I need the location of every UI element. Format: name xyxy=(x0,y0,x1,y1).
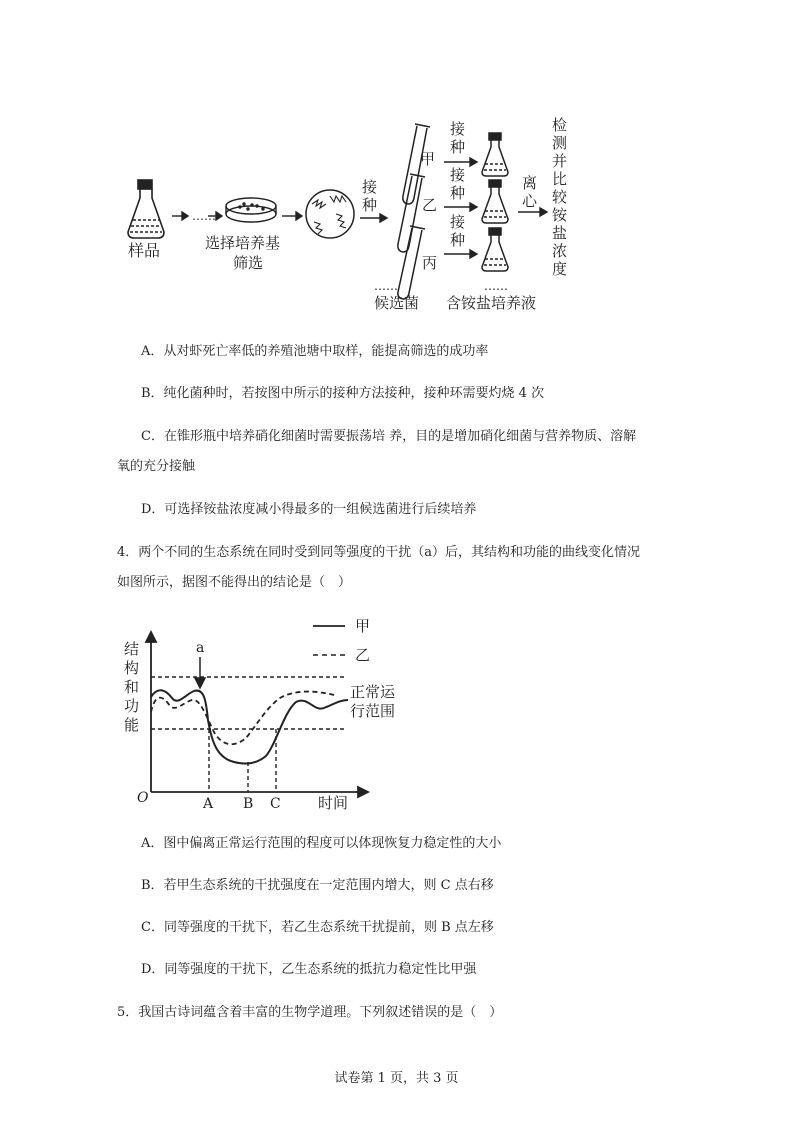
detect-char4: 比 xyxy=(552,170,568,188)
disturbance-marker-label: a xyxy=(196,640,205,656)
detect-char8: 浓 xyxy=(552,242,568,260)
range-label-line2: 行范围 xyxy=(350,702,396,720)
q4-option-d: D．同等强度的干扰下，乙生态系统的抵抗力稳定性比甲强 xyxy=(141,962,477,977)
x-tick-c: C xyxy=(270,796,281,812)
medium-label-line1: 选择培养基 xyxy=(205,234,281,252)
detect-char1: 检 xyxy=(552,116,568,134)
inoculate-mid-char2: 种 xyxy=(450,184,466,202)
q3-option-c-line1: C．在锥形瓶中培养硝化细菌时需要振荡培 养，目的是增加硝化细菌与营养物质、溶解 xyxy=(141,429,637,444)
range-label-line1: 正常运 xyxy=(350,683,396,701)
detect-char7: 盐 xyxy=(552,224,568,242)
q4-option-b: B．若甲生态系统的干扰强度在一定范围内增大，则 C 点右移 xyxy=(141,878,494,893)
inoculate-top-char1: 接 xyxy=(450,120,466,138)
q4-option-c: C．同等强度的干扰下，若乙生态系统干扰提前，则 B 点左移 xyxy=(141,920,494,935)
x-tick-a: A xyxy=(203,796,214,812)
y-axis-label-4: 功 xyxy=(124,697,140,715)
candidate-label: 候选菌 xyxy=(374,294,420,312)
legend-dashed-label: 乙 xyxy=(355,646,371,664)
detect-char9: 度 xyxy=(552,260,568,278)
q3-option-d: D．可选择铵盐浓度减小得最多的一组候选菌进行后续培养 xyxy=(141,502,477,517)
sample-flask-icon xyxy=(128,180,164,238)
disturbance-arrow-icon xyxy=(195,657,205,688)
centrifuge-char2: 心 xyxy=(522,192,538,210)
detect-char5: 较 xyxy=(552,188,568,206)
q4-option-a: A．图中偏离正常运行范围的程度可以体现恢复力稳定性的大小 xyxy=(141,836,502,851)
arrow-to-tubes xyxy=(360,214,387,222)
ecosystem-stability-chart xyxy=(0,600,793,815)
flask-more-dots: …… xyxy=(484,279,508,293)
inoculate-label-char2: 种 xyxy=(362,196,378,214)
flow-dots: …… xyxy=(192,209,216,223)
tube-label-jia: 甲 xyxy=(420,150,436,168)
inoculate-label-char1: 接 xyxy=(362,178,378,196)
streak-plate-icon xyxy=(306,190,354,238)
origin-label: O xyxy=(137,790,149,806)
inoculate-bot-char2: 种 xyxy=(450,231,466,249)
tube-label-yi: 乙 xyxy=(422,196,438,214)
screening-flow-diagram xyxy=(0,0,793,330)
y-axis-label-1: 结 xyxy=(124,640,140,658)
petri-dish-icon xyxy=(226,198,276,222)
q5-stem: 5．我国古诗词蕴含着丰富的生物学道理。下列叙述错误的是（ ） xyxy=(117,1005,503,1020)
q3-option-c-line2: 氧的充分接触 xyxy=(117,459,196,474)
sample-label: 样品 xyxy=(128,241,161,260)
x-tick-b: B xyxy=(243,796,254,812)
detect-char2: 测 xyxy=(552,134,568,152)
y-axis-label-2: 构 xyxy=(124,659,140,677)
centrifuge-char1: 离 xyxy=(522,174,538,192)
medium-label-line2: 筛选 xyxy=(233,254,264,272)
culture-flask-icons xyxy=(482,133,508,271)
page-footer: 试卷第 1 页，共 3 页 xyxy=(334,1071,459,1086)
q3-option-b: B．纯化菌种时，若按图中所示的接种方法接种，接种环需要灼烧 4 次 xyxy=(141,386,545,401)
y-axis-label-3: 和 xyxy=(124,678,140,696)
tube-label-bing: 丙 xyxy=(422,254,438,272)
tube-more-dots: …… xyxy=(374,279,398,293)
q3-option-a: A．从对虾死亡率低的养殖池塘中取样，能提高筛选的成功率 xyxy=(141,344,489,359)
chart-axes xyxy=(146,632,371,797)
detect-char6: 铵 xyxy=(552,206,568,224)
q4-stem-line2: 如图所示，据图不能得出的结论是（ ） xyxy=(117,575,352,590)
inoculate-mid-char1: 接 xyxy=(450,166,466,184)
detect-char3: 并 xyxy=(552,152,568,170)
arrow-to-medium xyxy=(172,212,188,220)
inoculate-bot-char1: 接 xyxy=(450,213,466,231)
curve-jia xyxy=(151,690,348,763)
arrow-to-streak-plate xyxy=(282,212,302,220)
x-axis-label: 时间 xyxy=(318,794,349,812)
y-axis-label-5: 能 xyxy=(124,716,140,734)
inoculate-top-char2: 种 xyxy=(450,138,466,156)
ammonium-medium-label: 含铵盐培养液 xyxy=(446,294,537,312)
legend-solid-label: 甲 xyxy=(355,617,371,635)
q4-stem-line1: 4．两个不同的生态系统在同时受到同等强度的干扰（a）后，其结构和功能的曲线变化情况 xyxy=(117,545,641,560)
